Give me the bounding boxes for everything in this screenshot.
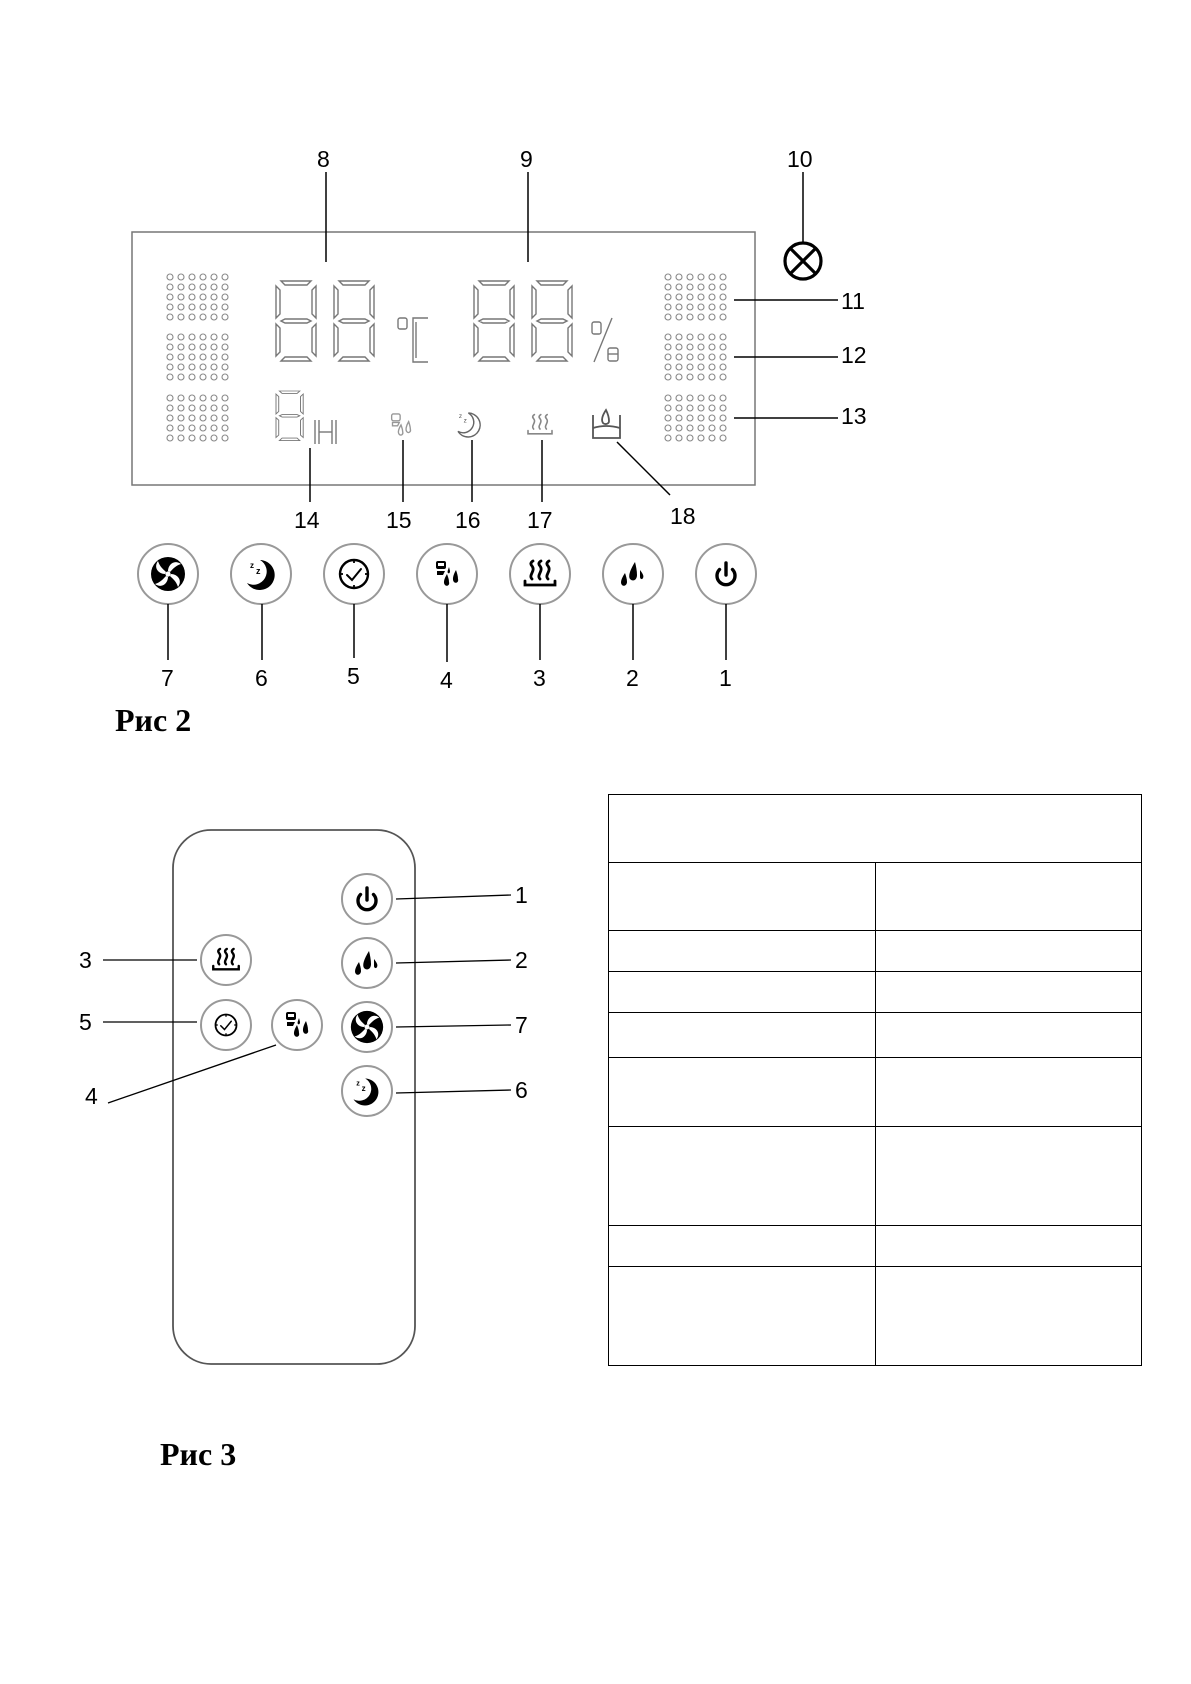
table-row	[609, 1267, 1142, 1366]
fig2-button-leaders	[168, 604, 726, 662]
table-cell	[875, 1267, 1142, 1366]
fan-icon	[351, 1011, 383, 1043]
fan-icon	[151, 557, 185, 591]
table-cell	[609, 972, 876, 1013]
button-num-4: 4	[440, 667, 453, 693]
table-cell	[875, 972, 1142, 1013]
table-row	[609, 931, 1142, 972]
celsius-unit	[398, 318, 428, 362]
table-row	[609, 972, 1142, 1013]
hours-unit	[315, 420, 336, 444]
fig2-button-humidity[interactable]	[603, 544, 663, 604]
table-cell	[875, 1058, 1142, 1127]
table-cell	[609, 1058, 876, 1127]
table-cell	[609, 1013, 876, 1058]
button-num-6: 6	[255, 665, 268, 691]
fig2-button-sleep[interactable]	[231, 544, 291, 604]
table-cell	[609, 931, 876, 972]
callout-13: 13	[841, 403, 867, 429]
table-cell	[609, 1267, 876, 1366]
fig2-button-dehumidify[interactable]	[417, 544, 477, 604]
lcd-panel	[132, 232, 755, 485]
remote-button-dehumidify[interactable]	[272, 1000, 322, 1050]
svg-text:z: z	[463, 417, 467, 425]
timer-readout	[276, 391, 303, 441]
fig2-leader-lines	[310, 172, 838, 502]
left-dot-matrix-top	[167, 274, 228, 320]
percent-unit	[592, 318, 618, 362]
lcd-sleep-moon-icon	[458, 413, 480, 437]
button-num-2: 2	[626, 665, 639, 691]
left-dot-matrix-bottom	[167, 395, 228, 441]
remote-num-6: 6	[515, 1077, 528, 1103]
remote-button-sleep[interactable]	[342, 1066, 392, 1116]
callout-15: 15	[386, 507, 412, 533]
table-cell	[875, 863, 1142, 931]
callout-14: 14	[294, 507, 320, 533]
remote-num-7: 7	[515, 1012, 528, 1038]
fig3-leader-lines	[103, 895, 511, 1103]
callout-8: 8	[317, 146, 330, 172]
table-row	[609, 1013, 1142, 1058]
remote-button-fan[interactable]	[342, 1002, 392, 1052]
table-cell	[875, 1013, 1142, 1058]
right-dot-matrix-middle	[665, 334, 726, 380]
remote-num-4: 4	[85, 1083, 98, 1109]
fig2-button-warm-mist[interactable]	[510, 544, 570, 604]
button-num-7: 7	[161, 665, 174, 691]
table-row	[609, 863, 1142, 931]
table-header-row	[609, 795, 1142, 863]
table-cell	[875, 1127, 1142, 1226]
fig2-button-fan[interactable]	[138, 544, 198, 604]
callout-18: 18	[670, 503, 696, 529]
figure-2-caption: Рис 2	[115, 702, 192, 738]
temperature-value: 88	[0, 0, 2, 1]
table-cell	[609, 1226, 876, 1267]
figure-3-caption: Рис 3	[160, 1436, 237, 1472]
remote-num-1: 1	[515, 882, 528, 908]
table-cell	[609, 863, 876, 931]
temperature-readout	[0, 0, 374, 361]
remote-button-warm-mist[interactable]	[201, 935, 251, 985]
remote-num-2: 2	[515, 947, 528, 973]
table-row	[609, 1058, 1142, 1127]
lcd-dehumidify-icon	[392, 414, 411, 435]
warning-lamp-icon	[785, 243, 821, 279]
table-cell	[875, 931, 1142, 972]
spec-table	[608, 794, 1142, 1366]
callout-12: 12	[841, 342, 867, 368]
remote-num-5: 5	[79, 1009, 92, 1035]
callout-17: 17	[527, 507, 553, 533]
remote-button-power[interactable]	[342, 874, 392, 924]
table-cell	[609, 1127, 876, 1226]
remote-button-humidity[interactable]	[342, 938, 392, 988]
callout-16: 16	[455, 507, 481, 533]
right-dot-matrix-bottom	[665, 395, 726, 441]
humidity-readout	[474, 281, 572, 361]
table-header-cell	[609, 795, 1142, 863]
remote-button-timer[interactable]	[201, 1000, 251, 1050]
button-num-1: 1	[719, 665, 732, 691]
right-dot-matrix-top	[665, 274, 726, 320]
table-cell	[875, 1226, 1142, 1267]
fig2-button-timer[interactable]	[324, 544, 384, 604]
callout-9: 9	[520, 146, 533, 172]
lcd-water-tank-icon	[593, 410, 620, 438]
callout-10: 10	[787, 146, 813, 172]
left-dot-matrix-middle	[167, 334, 228, 380]
svg-text:z: z	[458, 412, 463, 420]
callout-11: 11	[841, 288, 865, 314]
table-row	[609, 1127, 1142, 1226]
fig2-button-power[interactable]	[696, 544, 756, 604]
table-row	[609, 1226, 1142, 1267]
remote-num-3: 3	[79, 947, 92, 973]
lcd-warm-mist-icon	[528, 415, 552, 434]
button-num-5: 5	[347, 663, 360, 689]
button-num-3: 3	[533, 665, 546, 691]
